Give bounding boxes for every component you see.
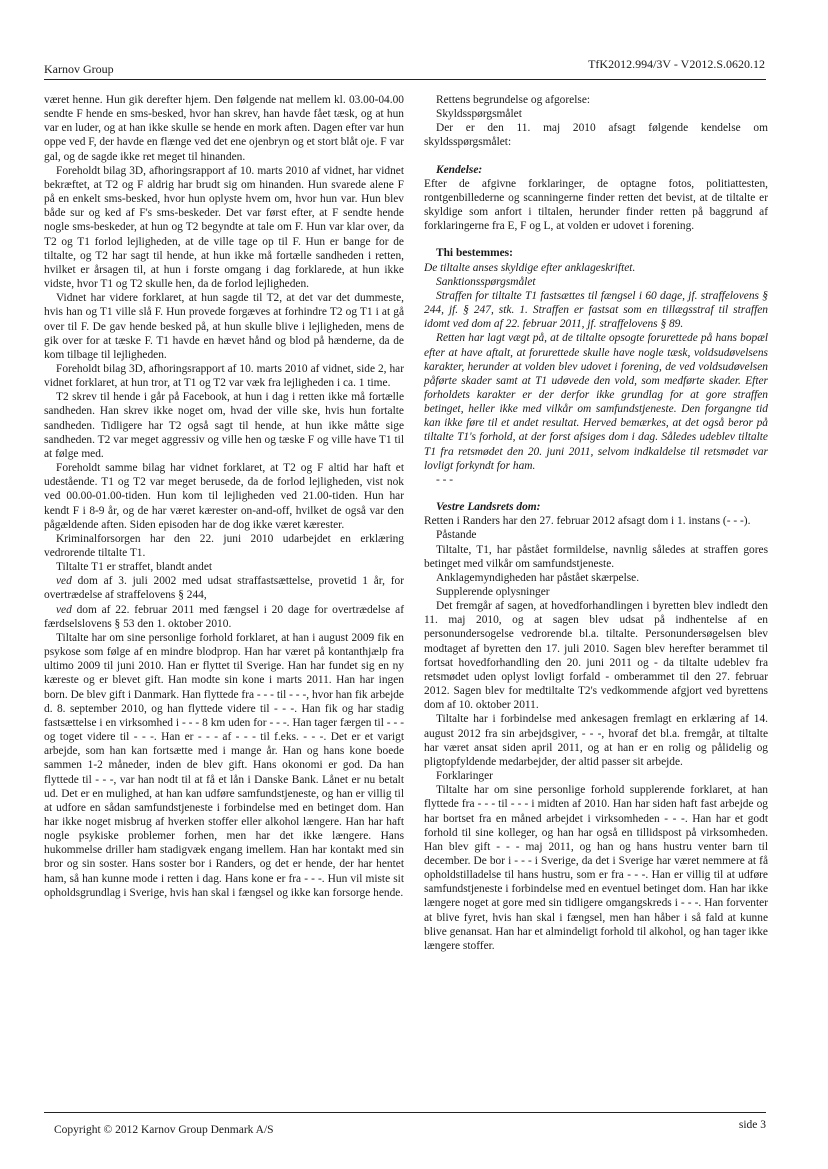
thi-line: Sanktionsspørgsmålet <box>436 275 536 288</box>
paragraph-text: været henne. Hun gik derefter hjem. Den følgende nat mellem kl. 03.00-04.00 sendte F hende en sms-besked, hvor han skrev, han havde fået tæsk, og at hun var en luder, og at han ikke skulle se hende en mork aften. Dagen efter var hun oppe ved F, der havde en flænge ved det ene ojenbryn og et stort blåt oje. F var gal, og de sagde ikke ret meget til hinanden. <box>44 94 405 163</box>
publisher-name: Karnov Group <box>44 62 114 76</box>
body-paragraph: Retten i Randers har den 27. februar 2012 afsagt dom i 1. instans (- - -). <box>424 515 751 528</box>
body-paragraph: Påstande <box>436 529 477 542</box>
right-column <box>424 93 768 953</box>
body-paragraph <box>44 362 404 390</box>
intro-paragraph: Der er den 11. maj 2010 afsagt følgende kendelse om skyldsspørgsmålet: <box>424 122 768 149</box>
body-paragraph <box>44 164 404 291</box>
body-paragraph <box>44 560 404 574</box>
body-paragraph: Forklaringer <box>436 770 493 783</box>
body-paragraph <box>44 574 404 602</box>
kendelse-heading: Kendelse: <box>436 163 483 176</box>
paragraph-text: Tiltalte har om sine personlige forhold forklaret, at han i august 2009 fik en psykose som følge af en mindre blodprop. Han har været på kontanthjælp fra ultimo 2009 til juni 2010. Han er flyttet til Sverige. Han har fundet sig en ny kæreste og er blevet gift. Han modte sin kone i marts 2011. Han har ingen born. De blev gift i Danmark. Han flyttede fra - - - til - - -, hvor han fik arbejde d. 8. september 2010, og han flyttede videre til - - -. Han fik og har stadig fastsættelse i en virksomhed i - - - 8 km uden for - - -. Han tager færgen til - - - og toget videre til - - -. Han er - - - af - - - til f.eks. - - -. Det er et varigt arbejde, som han kan fortsætte med i mange år. Han og hans kone boede sammen 1-2 måneder, inden de blev gift. Hans okonomi er god. Da han flyttede til - - -, var han nodt til at få et lån i Danske Bank. Lånet er nu betalt ud. Det er en mulighed, at han kan udføre samfundstjeneste, og han er villig til at udfore en sådan samfundstjeneste i forbindelse med en betinget dom. Han har ikke noget misbrug af hverken stoffer eller alkohol længere. Han har haft nogle psykiske problemer forhen, men har det ikke længere. Hans hukommelse driller ham stadigvæk engang imellem. Han har kontakt med sin bror og sin soster. Hans soster bor i Randers, og det er hende, der har hentet ham, så han kunne mode i retten i dag. Hans kone er fra - - -. Hun vil miste sit opholdsgrundlag i Sverige, hvis han skal i fængsel og ikke kan forsorge hende. <box>44 631 404 899</box>
vestre-landsret-heading: Vestre Landsrets dom: <box>436 501 541 514</box>
paragraph-lead: ved <box>56 575 72 588</box>
paragraph-text: dom af 22. februar 2011 med fængsel i 20 dage for overtrædelse af færdselslovens § 53 den 1. oktober 2010. <box>44 603 404 630</box>
left-column <box>44 93 404 900</box>
paragraph-text: Tiltalte T1 er straffet, blandt andet <box>56 561 213 574</box>
paragraph-text: Foreholdt bilag 3D, afhoringsrapport af 10. marts 2010 af vidnet, har vidnet bekræftet, at T2 og F aldrig har brudt sig om hinanden. Hun svarede alene F på en enkelt sms-besked, hvor hun oplyste hvem om, hvor hun var. Hun blev både sur og ked af F's sms-beskeder. Det var først efter, at F sendte hende nogle sms-beskeder, at hun og T2 begyndte at tale om F. Hun var klar over, da T2 og T1 forlod lejligheden, at de ville tage op til F. Hun er bange for de tiltalte, og T2 har sagt til hende, at hun ikke må fortælle sandheden i retten, hvilket er årsagen til, at hun i forste omgang i dag forklarede, at hun ikke vidste, hvor T1 og T2 skulle hen, da de forlod lejligheden. <box>44 164 404 291</box>
thi-line: - - - <box>436 473 454 486</box>
paragraph-text: Foreholdt samme bilag har vidnet forklaret, at T2 og F altid har haft et udestående. T1 og T2 var meget berusede, da de forlod lejligheden, vist nok ved 00.00-01.00-tiden. Hun kom til lejligheden ved 21.00-tiden. Hun har kendt F i 8-9 år, og de har været kærester on-and-off, hvilket de også var den pågældende aften. Siden episoden har de dog ikke været kærester. <box>44 462 404 531</box>
copyright-notice: Copyright © 2012 Karnov Group Denmark A/S <box>54 1124 274 1136</box>
body-paragraph <box>44 631 404 900</box>
vestre-landsret-body <box>424 514 768 953</box>
paragraph-text: dom af 3. juli 2002 med udsat straffastsættelse, provetid 1 år, for overtrædelse af straffelovens § 244, <box>44 575 404 602</box>
footer-rule <box>44 1112 766 1113</box>
thi-line: Straffen for tiltalte T1 fastsættes til fængsel i 60 dage, jf. straffelovens § 244, jf. § 247, stk. 1. Straffen er fastsat som en tillægsstraf til straffen idomt ved dom af 22. februar 2011, jf. straffelovens § 89. <box>424 289 768 331</box>
body-paragraph <box>44 291 404 362</box>
thi-line: De tiltalte anses skyldige efter anklageskriftet. <box>424 261 636 274</box>
header-rule <box>44 79 766 80</box>
thi-line: Retten har lagt vægt på, at de tiltalte opsogte forurettede på hans bopæl efter at have aftalt, at forurettede skulle have nogle tæsk, voldsudøvelsens karakter, herunder at volden blev udovet i forening, de ved voldsudøvelsen påførte skader samt at T1 udøvede den vold, som medførte skader. Efter forholdets karakter er der derfor ikke grundlag for at gore straffen betinget, heller ikke med vilkår om samfundstjeneste. Den forgangne tid kan ikke føre til et andet resultat. Herved bemærkes, at det også beror på tiltalte T1's forhold, at der forst afsiges dom i dag. Således udeblev tiltalte T1 fra retsmødet den 20. juni 2011, selvom indkaldelse til retsmødet var lovligt forkyndt for ham. <box>424 332 768 472</box>
page-number: side 3 <box>738 1119 766 1131</box>
intro-line: Rettens begrundelse og afgorelse: <box>436 94 591 106</box>
body-paragraph: Tiltalte, T1, har påstået formildelse, navnlig således at straffen gores betinget med vilkår om samfundstjeneste. <box>424 543 768 570</box>
body-paragraph <box>44 532 404 560</box>
paragraph-text: T2 skrev til hende i går på Facebook, at hun i dag i retten ikke må fortælle sandheden. Han skrev ikke noget om, hvad der ville ske, hvis hun fortalte sandheden. Tidligere har T2 også sagt til hende, at hun ikke måtte sige sandheden. T2 var meget aggressiv og ville hen og tæske F og ville have T1 til at følge med. <box>44 391 404 460</box>
body-paragraph <box>44 603 404 631</box>
body-paragraph: Supplerende oplysninger <box>436 586 550 598</box>
intro-line: Skyldsspørgsmålet <box>436 108 522 121</box>
paragraph-lead: ved <box>56 603 72 616</box>
body-paragraph <box>44 461 404 532</box>
body-paragraph: Det fremgår af sagen, at hovedforhandlingen i byretten blev indledt den 11. maj 2010, og at sagen blev udsat på indhentelse af en personundersogelse vedrorende bl.a. tiltalte. Personundersøgelsen blev modtaget af byretten den 17. juli 2010. Sagen blev herefter berammet til fortsat hovedforhandling den 20. juni 2011 og - da tiltalte udeblev fra retsmødet uden oplyst lovligt forfald - omberammet til den 27. februar 2012. Sagen blev for medtiltalte T2's vedkommende afgjort ved byrettens dom af 10. oktober 2011. <box>424 600 768 712</box>
body-paragraph: Anklagemyndigheden har påstået skærpelse. <box>436 571 640 584</box>
paragraph-text: Foreholdt bilag 3D, afhoringsrapport af 10. marts 2010 af vidnet, side 2, har vidnet forklaret, at hun tror, at T1 og T2 var væk fra lejligheden i ca. 1 time. <box>44 362 404 390</box>
thi-heading: Thi bestemmes: <box>436 247 513 260</box>
body-paragraph <box>44 93 404 164</box>
kendelse-text: Efter de afgivne forklaringer, de optagne fotos, politiattesten, rontgenbillederne og scanningerne finder retten det bevist, at de tiltalte er skyldige som anfort i tiltalen, herunder finder retten på baggrund af forklaringerne fra E, F og L, at volden er udovet i forening. <box>424 177 768 233</box>
body-paragraph: Tiltalte har om sine personlige forhold supplerende forklaret, at han flyttede fra - - - til - - - i midten af 2010. Han har siden haft fast arbejde og har bortset fra en måned arbejdet i virksomheden - - -. Han har et godt forhold til sine kolleger, og han har også en tillidspost på virksomheden. Han blev gift - - - maj 2011, og han og hans hustru venter barn til december. De bor i - - - i Sverige, da det i Sverige har været nemmere at få opholdstilladelse til hans hustru, som er fra - - -. Han er villig til at udføre samfundstjeneste i forbindelse med en eventuel betinget dom. Han har ikke længere noget at gore med sin tidligere omgangskreds i - - -. Han forventer at blive fyret, hvis han skal i fængsel, men han håber i så fald at kunne blive genansat. Han har et almindeligt forhold til alkohol, og han tager ikke længere stoffer. <box>424 784 768 952</box>
body-paragraph: Tiltalte har i forbindelse med ankesagen fremlagt en erklæring af 14. august 2012 fra sin arbejdsgiver, - - -, hvoraf det bl.a. fremgår, at tiltalte har været ansat siden april 2011, og at han er en rolig og pålidelig og pligtopfyldende medarbejder, der altid passer sit arbejde. <box>424 713 768 768</box>
paragraph-text: Kriminalforsorgen har den 22. juni 2010 udarbejdet en erklæring vedrorende tiltalte T1. <box>44 532 404 559</box>
document-reference: TfK2012.994/3V - V2012.S.0620.12 <box>588 57 765 71</box>
paragraph-text: Vidnet har videre forklaret, at hun sagde til T2, at det var det dummeste, hvis han og T1 ville slå F. Hun provede forgæves at forhindre T2 og T1 i at gå over til F. De gav hende besked på, at hun skulle blive i lejligheden, mens de gik over for at tæske F. T1 havde en hævet hånd og blod på hænderne, da de kom tilbage til lejligheden. <box>44 292 404 361</box>
body-paragraph <box>44 390 404 461</box>
